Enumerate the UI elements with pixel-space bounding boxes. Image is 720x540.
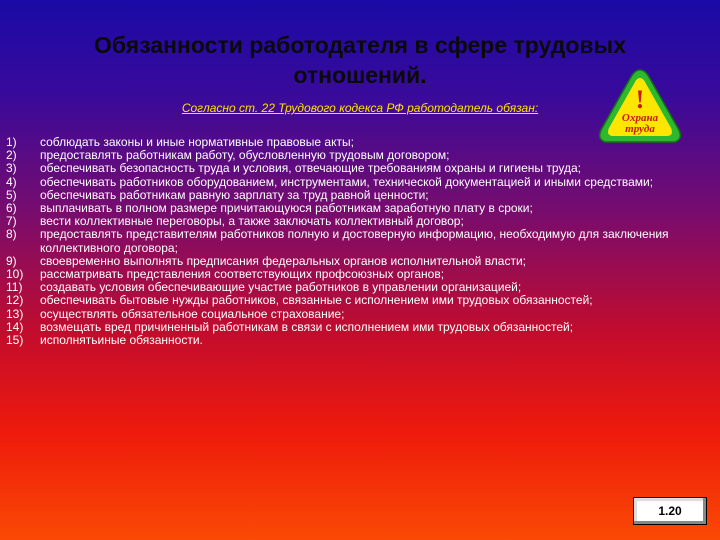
badge-exclamation: ! — [635, 85, 645, 114]
item-text: своевременно выполнять предписания федеральных органов исполнительной власти; — [40, 253, 527, 268]
item-text: осуществлять обязательное социальное страхование; — [40, 306, 345, 321]
list-item — [6, 334, 678, 347]
item-text: возмещать вред причиненный работникам в связи с исполнением ими трудовых обязанностей; — [40, 319, 574, 334]
item-text: рассматривать представления соответствующих профсоюзных органов; — [40, 267, 445, 282]
slide-subtitle: Согласно ст. 22 Трудового кодекса РФ работодатель обязан: — [181, 101, 539, 115]
duties-list — [6, 136, 678, 347]
item-number: 2) — [6, 148, 17, 163]
list-item — [6, 308, 678, 321]
item-number: 1) — [6, 135, 17, 149]
list-item — [6, 162, 678, 175]
item-number: 5) — [6, 187, 17, 202]
item-number: 11) — [6, 280, 23, 295]
item-text: создавать условия обеспечивающие участие работников в управлении организацией; — [40, 280, 522, 295]
item-text: обеспечивать бытовые нужды работников, связанные с исполнением ими трудовых обязанностей; — [40, 293, 593, 308]
item-number: 14) — [6, 319, 24, 334]
item-text: выплачивать в полном размере причитающуюся работникам заработную плату в сроки; — [40, 201, 533, 216]
item-text: исполнятьиные обязанности. — [40, 333, 203, 348]
item-number: 9) — [6, 253, 17, 268]
item-number: 10) — [6, 267, 24, 282]
item-number: 4) — [6, 174, 17, 189]
item-number: 7) — [6, 214, 17, 229]
item-text: обеспечивать работникам равную зарплату за труд равной ценности; — [40, 187, 429, 202]
item-number: 12) — [6, 293, 24, 308]
item-text: предоставлять представителям работников полную и достоверную информацию, необходимую для заключения коллективного договора; — [40, 227, 669, 255]
item-text: обеспечивать работников оборудованием, инструментами, технической документацией и иными средствами; — [40, 174, 654, 189]
list-item — [6, 176, 678, 189]
page-number-button[interactable]: 1.20 — [633, 497, 707, 525]
item-text: соблюдать законы и иные нормативные правовые акты; — [40, 135, 354, 149]
badge-line2: труда — [625, 123, 655, 135]
item-number: 15) — [6, 333, 24, 348]
list-item — [6, 294, 678, 307]
slide-title: Обязанности работодателя в сфере трудовых отношений. — [94, 32, 626, 88]
item-number: 8) — [6, 227, 17, 242]
item-number: 13) — [6, 306, 24, 321]
badge-line1: Охрана — [621, 112, 659, 124]
item-text: обеспечивать безопасность труда и условия, отвечающие требованиям охраны и гигиены труда; — [40, 161, 581, 176]
item-number: 3) — [6, 161, 17, 176]
list-item — [6, 228, 678, 254]
item-text: вести коллективные переговоры, а также заключать коллективный договор; — [40, 214, 464, 229]
item-text: предоставлять работникам работу, обусловленную трудовым договором; — [40, 148, 450, 163]
item-number: 6) — [6, 201, 17, 216]
